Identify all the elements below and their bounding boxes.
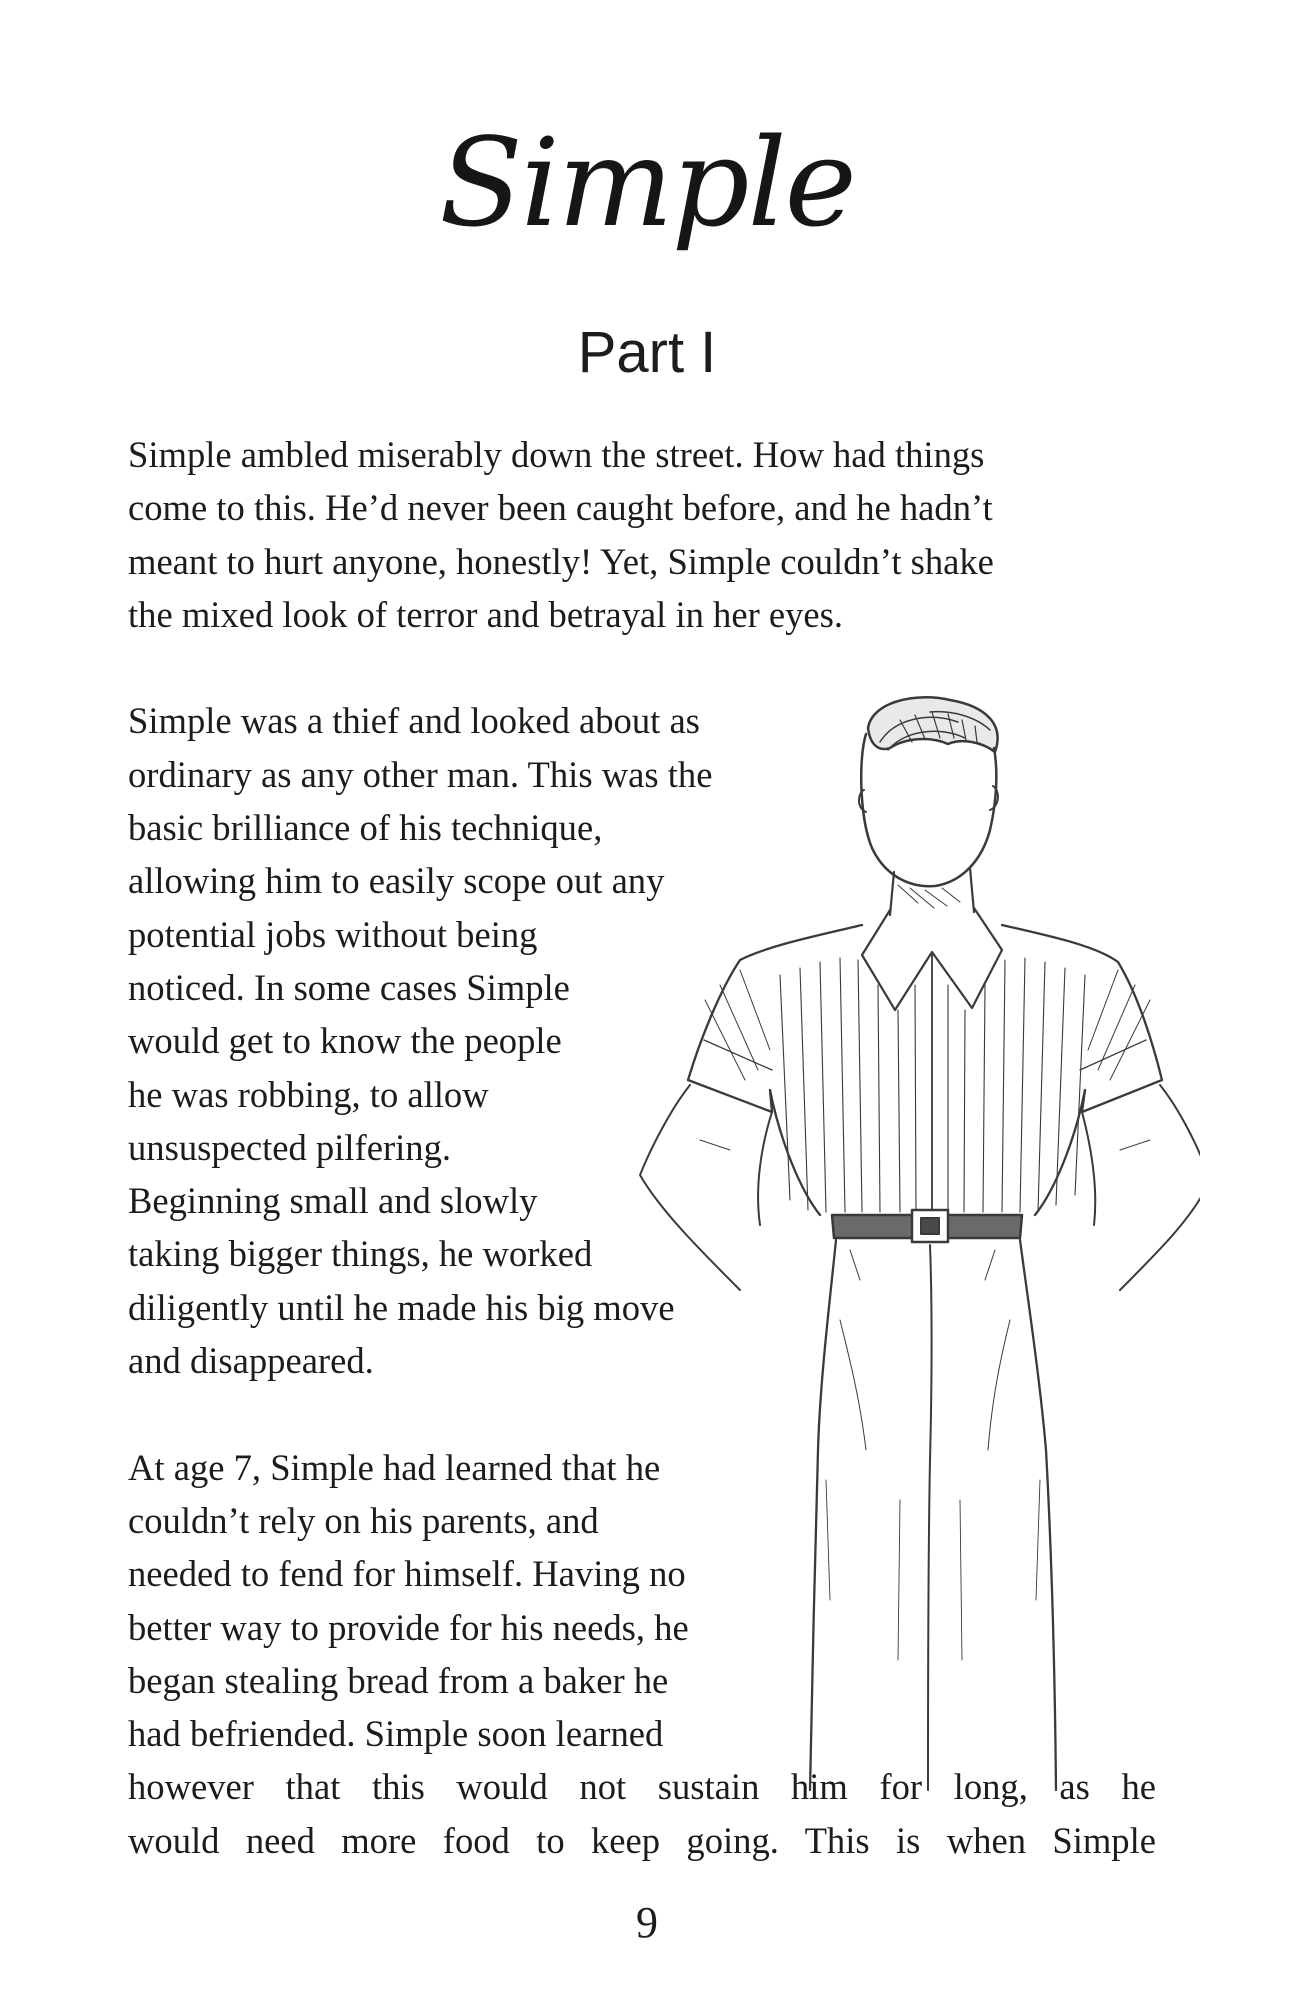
paragraph-3-line: At age 7, Simple had learned that he — [128, 1446, 661, 1488]
paragraph-1-line: meant to hurt anyone, honestly! Yet, Simple couldn’t shake — [128, 540, 994, 582]
paragraph-1-line: the mixed look of terror and betrayal in her eyes. — [128, 593, 844, 635]
paragraph-1-line: come to this. He’d never been caught before, and he hadn’t — [128, 487, 993, 529]
paragraph-2-line: allowing him to easily scope out any — [128, 860, 665, 902]
page-number: 9 — [636, 1898, 658, 1947]
chapter-subtitle: Part I — [577, 320, 717, 385]
chapter-title: Simple — [439, 112, 855, 254]
paragraph-3-line: would need more food to keep going. This is when Simple — [128, 1819, 1156, 1861]
paragraph-2-line: diligently until he made his big move — [128, 1286, 675, 1328]
paragraph-3-line: needed to fend for himself. Having no — [128, 1553, 686, 1595]
paragraph-2-line: Simple was a thief and looked about as — [128, 700, 700, 742]
paragraph-1-line: Simple ambled miserably down the street. How had things — [128, 434, 985, 475]
page-body-text — [128, 428, 1156, 1867]
paragraph-2-line: Beginning small and slowly — [128, 1180, 538, 1222]
paragraph-2-line: and disappeared. — [128, 1340, 374, 1382]
paragraph-3-line: had befriended. Simple soon learned — [128, 1713, 664, 1755]
paragraph-2-line: taking bigger things, he worked — [128, 1233, 593, 1275]
paragraph-3-line: began stealing bread from a baker he — [128, 1659, 669, 1701]
paragraph-3-line: better way to provide for his needs, he — [128, 1606, 689, 1648]
paragraph-2-line: noticed. In some cases Simple — [128, 966, 570, 1008]
paragraph-3-line: couldn’t rely on his parents, and — [128, 1499, 599, 1541]
paragraph-3-line: however that this would not sustain him for long, as he — [128, 1766, 1156, 1808]
paragraph-2-line: potential jobs without being — [128, 913, 538, 955]
paragraph-2-line: unsuspected pilfering. — [128, 1126, 452, 1168]
paragraph-2-line: would get to know the people — [128, 1020, 562, 1062]
paragraph-2-line: basic brilliance of his technique, — [128, 807, 603, 849]
paragraph-2-line: he was robbing, to allow — [128, 1073, 489, 1115]
paragraph-2-line: ordinary as any other man. This was the — [128, 753, 713, 795]
